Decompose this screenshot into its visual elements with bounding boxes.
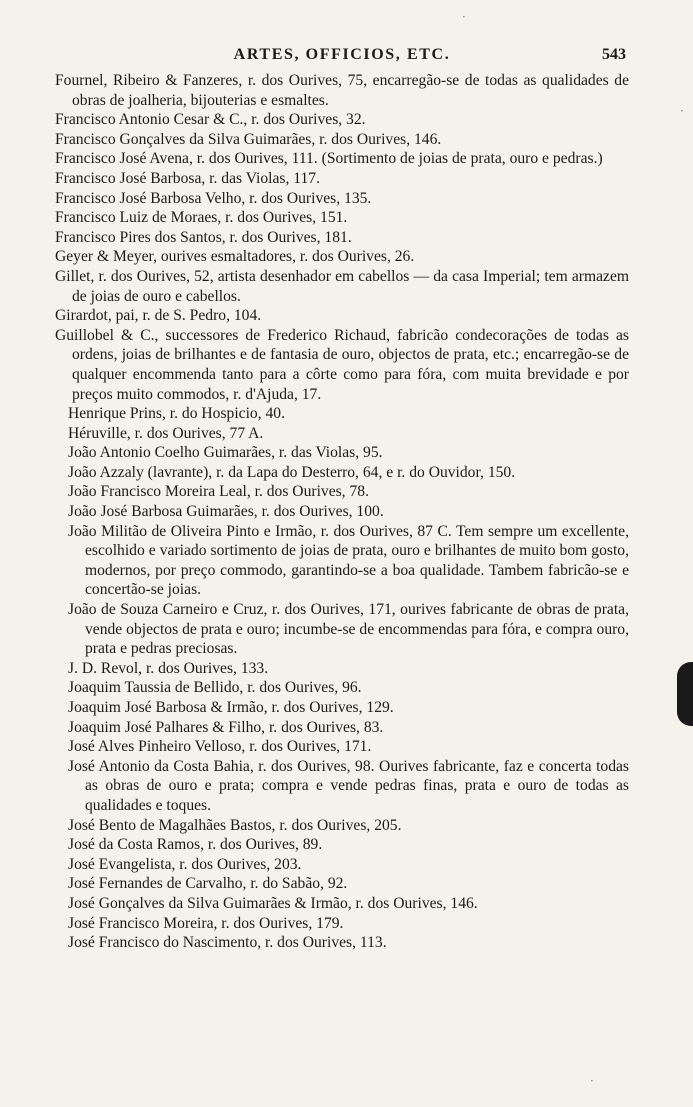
directory-entry: Joaquim José Palhares & Filho, r. dos Ourives, 83. [68,718,384,736]
directory-entry: Gillet, r. dos Ourives, 52, artista desenhador em cabellos — da casa Imperial; tem armazem de joias de ouro e cabellos. [55,267,629,305]
directory-entry: João de Souza Carneiro e Cruz, r. dos Ourives, 171, ourives fabricante de obras de prata, vende objectos de prata e ouro; incumbe-se de encommendas para fóra, e compra ouro, prata e pedras preciosas. [68,601,629,658]
directory-entry: João Azzaly (lavrante), r. da Lapa do Desterro, 64, e r. do Ouvidor, 150. [68,463,516,481]
directory-entry: Geyer & Meyer, ourives esmaltadores, r. dos Ourives, 26. [55,248,415,266]
directory-entry: Francisco Luiz de Moraes, r. dos Ourives, 151. [55,209,348,227]
directory-entry: Joaquim José Barbosa & Irmão, r. dos Ourives, 129. [68,699,394,716]
directory-entry: Héruville, r. dos Ourives, 77 A. [68,424,264,442]
directory-entry: João José Barbosa Guimarães, r. dos Ourives, 100. [68,503,384,521]
directory-entry: J. D. Revol, r. dos Ourives, 133. [68,659,269,677]
directory-entry: Henrique Prins, r. do Hospicio, 40. [68,405,285,423]
directory-entry: Francisco José Barbosa Velho, r. dos Ourives, 135. [55,189,372,207]
directory-entry: Francisco Gonçalves da Silva Guimarães, r. dos Ourives, 146. [55,130,442,148]
directory-entry: João Militão de Oliveira Pinto e Irmão, r. dos Ourives, 87 C. Tem sempre um excellente, escolhido e variado sortimento de joias de prata, ouro e brilhantes de muito bom gosto, modernos, por preço commodo, garantindo-se a boa qualidade. Tambem fabricão-se e concertão-se joias. [68,522,629,599]
directory-entry: João Francisco Moreira Leal, r. dos Ourives, 78. [68,483,369,501]
directory-entry: Girardot, pai, r. de S. Pedro, 104. [55,307,262,325]
page-number: 543 [602,46,626,63]
directory-entry: José Evangelista, r. dos Ourives, 203. [68,855,302,873]
directory-entry: Francisco José Barbosa, r. das Violas, 117. [55,169,320,187]
directory-entry: José Alves Pinheiro Velloso, r. dos Ourives, 171. [68,738,372,756]
edge-speck: · [590,1074,594,1088]
running-head [58,46,626,70]
directory-entry: José Gonçalves da Silva Guimarães & Irmão, r. dos Ourives, 146. [68,894,478,912]
edge-speck: · [680,104,684,118]
directory-entry: José Francisco Moreira, r. dos Ourives, 179. [68,914,344,932]
directory-entry: Fournel, Ribeiro & Fanzeres, r. dos Ourives, 75, encarregão-se de todas as qualidades de obras de joalheria, bijouterias e esmaltes. [55,72,629,109]
directory-entry: José Bento de Magalhães Bastos, r. dos Ourives, 205. [68,816,402,834]
directory-entry: Francisco Antonio Cesar & C., r. dos Ourives, 32. [55,111,366,129]
directory-list [55,71,629,953]
edge-speck: · [462,10,466,24]
directory-entry: José Fernandes de Carvalho, r. do Sabão, 92. [68,875,348,893]
page-edge-stain [677,662,693,726]
directory-entry: Joaquim Taussia de Bellido, r. dos Ourives, 96. [68,679,362,697]
directory-entry: José Antonio da Costa Bahia, r. dos Ourives, 98. Ourives fabricante, faz e concerta todas as obras de ouro e prata; compra e vende pedras finas, prata e ouro de todas as qualidades e toques. [68,757,629,814]
directory-entry: Guillobel & C., successores de Frederico Richaud, fabricão condecorações de todas as ordens, joias de brilhantes e de fantasia de ouro, objectos de prata, etc.; encarregão-se de qualquer encommenda tanto para a côrte como para fóra, com muita brevidade e por preços muito commodos, r. d'Ajuda, 17. [55,326,629,403]
directory-entry: José Francisco do Nascimento, r. dos Ourives, 113. [68,934,387,952]
directory-entry: José da Costa Ramos, r. dos Ourives, 89. [68,836,323,854]
directory-entry: João Antonio Coelho Guimarães, r. das Violas, 95. [68,444,383,462]
running-title: ARTES, OFFICIOS, ETC. [233,46,451,63]
directory-entry: Francisco José Avena, r. dos Ourives, 111. (Sortimento de joias de prata, ouro e pedras.) [55,150,603,168]
directory-entry: Francisco Pires dos Santos, r. dos Ourives, 181. [55,228,352,246]
